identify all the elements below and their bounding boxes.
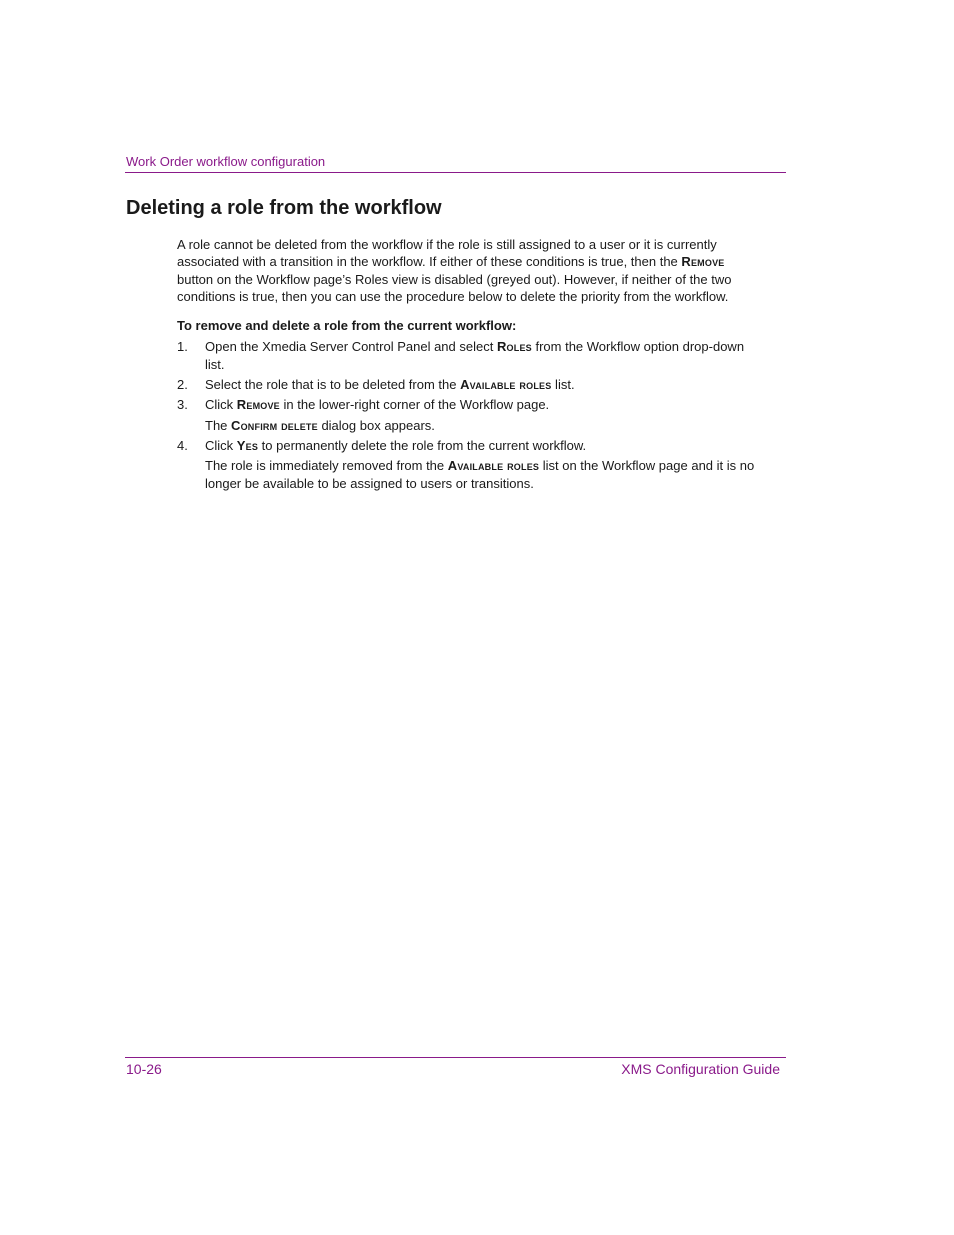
section-body xyxy=(177,236,762,495)
step-number: 4. xyxy=(177,437,188,453)
result-text: list on the Workflow page and it is no longer be available to be assigned to users or transitions. xyxy=(205,458,755,491)
ui-term-available-roles: Available roles xyxy=(460,377,552,393)
ui-term-yes: Yes xyxy=(236,437,259,453)
step-number: 3. xyxy=(177,397,188,413)
intro-paragraph xyxy=(177,236,762,305)
step-number: 2. xyxy=(177,377,188,393)
step-text: Click xyxy=(205,397,237,413)
ui-term-roles: Roles xyxy=(496,339,532,355)
ui-term-confirm-delete: Confirm delete xyxy=(231,417,318,433)
step-result xyxy=(205,457,762,492)
ui-term-remove: Remove xyxy=(236,397,280,413)
step-item xyxy=(177,396,762,434)
step-text: list. xyxy=(551,377,575,393)
result-text: dialog box appears. xyxy=(317,417,435,433)
result-text: The role is immediately removed from the xyxy=(205,458,448,474)
step-number: 1. xyxy=(177,339,188,355)
result-text: The xyxy=(205,417,232,433)
step-text: to permanently delete the role from the current workflow. xyxy=(258,437,587,453)
header-divider xyxy=(125,172,786,173)
step-result xyxy=(205,417,762,434)
step-item xyxy=(177,338,762,373)
guide-title: XMS Configuration Guide xyxy=(621,1061,780,1077)
step-text: Select the role that is to be deleted from the xyxy=(205,377,461,393)
section-title: Deleting a role from the workflow xyxy=(126,197,442,219)
page-number: 10-26 xyxy=(126,1061,162,1077)
step-text: Open the Xmedia Server Control Panel and select xyxy=(205,339,497,355)
step-text: in the lower-right corner of the Workflow page. xyxy=(279,397,550,413)
running-header: Work Order workflow configuration xyxy=(126,154,326,169)
intro-text-2: button on the Workflow page’s Roles view is disabled (greyed out). However, if neither of the two conditions is true, then you can use the procedure below to delete the priority from the workflow. xyxy=(177,271,732,304)
step-item xyxy=(177,437,762,492)
procedure-heading: To remove and delete a role from the current workflow: xyxy=(177,318,517,334)
footer-divider xyxy=(125,1057,786,1058)
step-text: Click xyxy=(205,437,237,453)
ui-term-available-roles: Available roles xyxy=(447,458,540,474)
intro-text-1: A role cannot be deleted from the workflow if the role is still assigned to a user or it is currently associated with a transition in the workflow. If either of these conditions is true, then the xyxy=(177,237,717,270)
procedure-steps xyxy=(177,338,762,491)
step-text: from the Workflow option drop-down list. xyxy=(205,339,745,372)
ui-term-remove: Remove xyxy=(681,254,725,270)
step-item xyxy=(177,376,762,393)
